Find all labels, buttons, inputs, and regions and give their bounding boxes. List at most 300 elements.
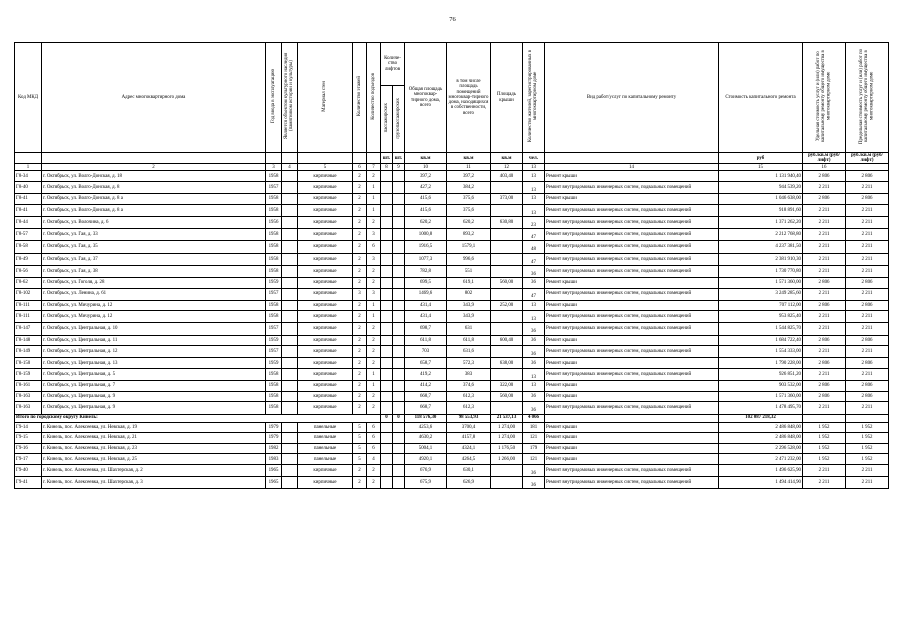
total-row: Итого по городскому округу Кинель: 0 0 118 576,30 98 553,93 21 537,13 4 066 102 087 218,32 — [15, 414, 889, 422]
table-cell: 4 — [367, 454, 381, 465]
table-cell: г. Кинель, пос. Алексеевка, ул. Невская, д. 23 — [42, 443, 266, 454]
table-cell: 1958 — [266, 311, 282, 323]
table-cell: 5 — [353, 422, 367, 433]
table-cell: Ремонт крыши — [545, 358, 719, 369]
table-cell — [491, 265, 523, 277]
table-cell — [393, 402, 405, 414]
table-cell: 5 — [353, 433, 367, 444]
header-lifts-passenger: пассажирских — [381, 86, 393, 153]
table-cell: 47 — [523, 229, 545, 241]
column-index-row: 1 2 3 4 5 6 7 8 9 10 11 12 13 14 15 16 — [15, 164, 889, 171]
table-cell: 36 — [523, 477, 545, 489]
table-cell: панельные — [298, 443, 353, 454]
table-cell: 431,4 — [405, 311, 447, 323]
table-cell: 397,2 — [405, 171, 447, 182]
table-cell — [393, 464, 405, 476]
table-cell: Г8-147 — [15, 323, 42, 335]
table-cell — [381, 265, 393, 277]
table-cell — [393, 288, 405, 300]
header-year: Год ввода в эксплуатацию — [266, 43, 282, 153]
table-cell: 1 544 825,70 — [719, 323, 803, 335]
table-cell: 2 806 — [803, 171, 846, 182]
table-cell: Ремонт крыши — [545, 391, 719, 402]
table-cell — [393, 391, 405, 402]
table-cell: кирпичные — [298, 358, 353, 369]
table-cell: 3700,4 — [447, 422, 491, 433]
table-cell: г. Октябрьск, ул. Гоголя, д. 28 — [42, 277, 266, 288]
table-cell: Г8-163 — [15, 402, 42, 414]
table-cell: 1958 — [266, 171, 282, 182]
table-cell: 2 — [367, 402, 381, 414]
table-cell: 13 — [523, 300, 545, 311]
table-cell — [381, 253, 393, 265]
table-cell: 2 211 — [803, 464, 846, 476]
table-cell: 2 211 — [846, 369, 889, 381]
table-cell: 926 851,20 — [719, 369, 803, 381]
table-cell: Г9-17 — [15, 454, 42, 465]
table-cell: кирпичные — [298, 311, 353, 323]
table-cell: Г8-41 — [15, 204, 42, 216]
table-cell: 2 211 — [803, 477, 846, 489]
table-cell — [282, 204, 298, 216]
table-cell — [393, 443, 405, 454]
table-cell: 36 — [523, 277, 545, 288]
table-cell — [491, 369, 523, 381]
header-entrances: Количество подъездов — [367, 43, 381, 153]
table-cell: Г8-161 — [15, 381, 42, 392]
header-lifts-cargo: грузопассажирских — [393, 86, 405, 153]
table-cell: 2 — [353, 194, 367, 205]
table-row — [15, 241, 889, 253]
table-cell: 414,2 — [405, 381, 447, 392]
table-cell — [393, 229, 405, 241]
table-cell: 2 806 — [846, 194, 889, 205]
table-cell — [282, 323, 298, 335]
table-cell — [282, 311, 298, 323]
table-cell: Ремонт крыши — [545, 171, 719, 182]
table-cell: 1 790 228,00 — [719, 358, 803, 369]
table-cell: Г8-149 — [15, 346, 42, 358]
table-cell: 179 — [523, 443, 545, 454]
table-cell: 2 — [353, 265, 367, 277]
table-row — [15, 323, 889, 335]
table-cell: 2 211 — [803, 182, 846, 194]
table-cell: 1958 — [266, 402, 282, 414]
table-cell — [393, 216, 405, 228]
table-cell: 2 — [353, 477, 367, 489]
table-cell: 375,6 — [447, 194, 491, 205]
table-cell: 2 211 — [803, 265, 846, 277]
table-cell: 1965 — [266, 477, 282, 489]
table-cell: Г8-150 — [15, 358, 42, 369]
table-row — [15, 346, 889, 358]
table-cell: кирпичные — [298, 265, 353, 277]
table-cell: Г8-41 — [15, 194, 42, 205]
table-cell: Ремонт внутридомовых инженерных систем, подвальных помещений — [545, 402, 719, 414]
table-cell — [491, 477, 523, 489]
table-cell: 2 806 — [803, 335, 846, 346]
table-cell: 397,2 — [447, 171, 491, 182]
table-cell: кирпичные — [298, 288, 353, 300]
table-cell — [381, 335, 393, 346]
table-cell: Г8-57 — [15, 229, 42, 241]
table-cell: 1000,8 — [405, 229, 447, 241]
table-cell: 374,6 — [447, 381, 491, 392]
table-cell: 1 046 638,00 — [719, 194, 803, 205]
table-cell — [393, 358, 405, 369]
table-cell: кирпичные — [298, 477, 353, 489]
table-cell: 620,2 — [447, 216, 491, 228]
table-cell: Ремонт крыши — [545, 443, 719, 454]
table-cell — [282, 464, 298, 476]
table-cell: 2 — [353, 358, 367, 369]
table-cell: кирпичные — [298, 369, 353, 381]
table-cell: 2 806 — [846, 358, 889, 369]
table-cell: 4253,6 — [405, 422, 447, 433]
table-cell: 415,6 — [405, 194, 447, 205]
table-cell: 4 237 381,50 — [719, 241, 803, 253]
table-cell: 630,80 — [491, 216, 523, 228]
table-cell: кирпичные — [298, 277, 353, 288]
table-cell: Г8-34 — [15, 171, 42, 182]
table-cell: 2 — [367, 477, 381, 489]
table-row — [15, 433, 889, 444]
table-cell: кирпичные — [298, 402, 353, 414]
table-cell — [282, 422, 298, 433]
table-cell: 2 — [353, 381, 367, 392]
table-cell: 572,3 — [447, 358, 491, 369]
table-cell: 2 381 910,30 — [719, 253, 803, 265]
table-cell: 1077,3 — [405, 253, 447, 265]
table-cell — [381, 229, 393, 241]
table-cell: 2 211 — [846, 182, 889, 194]
table-cell — [393, 194, 405, 205]
table-cell: 2 211 — [803, 369, 846, 381]
table-cell: 13 — [523, 311, 545, 323]
table-cell: 1 131 940,40 — [719, 171, 803, 182]
table-cell: 2 211 — [803, 241, 846, 253]
table-cell: 36 — [523, 346, 545, 358]
table-cell: г. Октябрьск, ул. Центральная, д. 7 — [42, 381, 266, 392]
table-cell — [393, 277, 405, 288]
table-cell: 3 — [353, 288, 367, 300]
table-cell: 2 211 — [803, 229, 846, 241]
table-cell: 2 — [353, 300, 367, 311]
table-cell — [491, 229, 523, 241]
table-cell: 2 — [353, 323, 367, 335]
table-cell: 658,7 — [405, 358, 447, 369]
table-row — [15, 194, 889, 205]
table-cell: 638,00 — [491, 358, 523, 369]
header-roof-area: Площадь крыши — [491, 43, 523, 153]
table-cell: 2 806 — [846, 171, 889, 182]
header-limit-cost: Предельная стоимость услуг и (или) работ по капитальному ремонту общего имущества в многоквартирном доме — [846, 43, 889, 153]
table-row — [15, 358, 889, 369]
table-cell: кирпичные — [298, 216, 353, 228]
table-cell: 343,9 — [447, 311, 491, 323]
table-cell: 1 — [367, 369, 381, 381]
table-cell: г. Октябрьск, ул. Волочина, д. 6 — [42, 216, 266, 228]
table-cell — [491, 346, 523, 358]
table-cell: 2 — [353, 346, 367, 358]
table-cell: 2 211 — [846, 241, 889, 253]
table-cell: 3 — [367, 253, 381, 265]
table-cell — [381, 443, 393, 454]
table-cell: 2 — [353, 171, 367, 182]
table-cell: 13 — [523, 182, 545, 194]
table-cell — [491, 204, 523, 216]
table-cell: 383 — [447, 369, 491, 381]
table-cell: Ремонт внутридомовых инженерных систем, подвальных помещений — [545, 288, 719, 300]
table-cell: Ремонт крыши — [545, 433, 719, 444]
table-cell: Ремонт внутридомовых инженерных систем, подвальных помещений — [545, 182, 719, 194]
table-cell: 6 — [367, 443, 381, 454]
table-cell: 1958 — [266, 194, 282, 205]
table-row — [15, 422, 889, 433]
table-cell: 631,6 — [447, 346, 491, 358]
table-cell: Г8-159 — [15, 369, 42, 381]
table-cell — [381, 216, 393, 228]
table-cell: 2 — [353, 402, 367, 414]
table-cell: 903 532,00 — [719, 381, 803, 392]
header-code: Код МКД — [15, 43, 42, 153]
table-cell — [282, 391, 298, 402]
table-cell: 2 — [353, 391, 367, 402]
table-cell: кирпичные — [298, 300, 353, 311]
table-cell: г. Октябрьск, ул. Центральная, д. 13 — [42, 358, 266, 369]
table-cell: кирпичные — [298, 464, 353, 476]
table-cell — [393, 369, 405, 381]
table-cell: 1 952 — [846, 422, 889, 433]
table-cell: 23 — [523, 216, 545, 228]
table-cell — [393, 311, 405, 323]
table-cell: 944 539,20 — [719, 182, 803, 194]
header-unit-cost: Удельная стоимость услуг и (или) работ по капитальному ремонту общего имущества в многоквартирном доме — [803, 43, 846, 153]
table-cell: 676,9 — [405, 464, 447, 476]
table-row — [15, 277, 889, 288]
table-cell — [393, 422, 405, 433]
table-cell: 1579,1 — [447, 241, 491, 253]
table-cell: г. Октябрьск, ул. Центральная, д. 10 — [42, 323, 266, 335]
table-cell: Г8-148 — [15, 335, 42, 346]
table-cell: 918 891,60 — [719, 204, 803, 216]
table-cell — [381, 464, 393, 476]
table-cell: 403,40 — [491, 171, 523, 182]
table-row — [15, 171, 889, 182]
table-cell: Г8-40 — [15, 182, 42, 194]
table-cell — [381, 369, 393, 381]
table-cell: г. Кинель, пос. Алексеевка, ул. Шахтерская, д. 2 — [42, 464, 266, 476]
table-cell: 13 — [523, 381, 545, 392]
table-row — [15, 454, 889, 465]
table-cell: 2 211 — [803, 402, 846, 414]
table-cell: 47 — [523, 253, 545, 265]
table-cell: г. Октябрьск, ул. Центральная, д. 11 — [42, 335, 266, 346]
table-cell: 4264,5 — [447, 454, 491, 465]
table-cell: 427,2 — [405, 182, 447, 194]
table-cell: 5 — [353, 454, 367, 465]
table-cell: 1 952 — [803, 422, 846, 433]
table-cell: 2 486 848,00 — [719, 433, 803, 444]
table-row — [15, 288, 889, 300]
header-cost: Стоимость капитального ремонта — [719, 43, 803, 153]
table-row — [15, 335, 889, 346]
table-cell: 373,00 — [491, 194, 523, 205]
table-cell: Ремонт внутридомовых инженерных систем, подвальных помещений — [545, 216, 719, 228]
table-cell — [491, 241, 523, 253]
table-cell: 6 — [367, 433, 381, 444]
table-cell: г. Октябрьск, ул. Центральная, д. 9 — [42, 402, 266, 414]
table-cell: 2 — [353, 335, 367, 346]
table-cell: Ремонт внутридомовых инженерных систем, подвальных помещений — [545, 464, 719, 476]
table-row — [15, 477, 889, 489]
table-cell: 1957 — [266, 323, 282, 335]
table-cell: 1982 — [266, 443, 282, 454]
table-cell: 560,00 — [491, 277, 523, 288]
table-cell — [381, 433, 393, 444]
table-cell: 703 — [405, 346, 447, 358]
table-cell: 2 — [353, 253, 367, 265]
table-cell: 2 211 — [846, 311, 889, 323]
table-cell: 2 211 — [846, 265, 889, 277]
table-cell: г. Октябрьск, ул. Центральная, д. 9 — [42, 391, 266, 402]
table-cell: г. Кинель, пос. Алексеевка, ул. Невская, д. 21 — [42, 433, 266, 444]
table-cell: 1 266,00 — [491, 454, 523, 465]
table-cell: Г9-40 — [15, 464, 42, 476]
table-cell — [393, 300, 405, 311]
table-cell — [393, 454, 405, 465]
table-row — [15, 300, 889, 311]
table-cell — [381, 358, 393, 369]
table-cell: 707 112,00 — [719, 300, 803, 311]
table-row — [15, 443, 889, 454]
table-cell — [282, 241, 298, 253]
table-cell: 2 — [353, 204, 367, 216]
table-cell: 1959 — [266, 358, 282, 369]
table-cell — [381, 402, 393, 414]
table-cell: кирпичные — [298, 323, 353, 335]
table-cell — [491, 311, 523, 323]
table-cell: 1469,6 — [405, 288, 447, 300]
table-cell: 2 211 — [846, 253, 889, 265]
table-cell: 2 296 528,00 — [719, 443, 803, 454]
table-cell — [491, 464, 523, 476]
table-cell: 4920,1 — [405, 454, 447, 465]
table-cell: 1 494 414,90 — [719, 477, 803, 489]
table-cell: 343,9 — [447, 300, 491, 311]
table-cell: 611,8 — [405, 335, 447, 346]
table-cell: 802 — [447, 288, 491, 300]
table-cell — [393, 335, 405, 346]
table-cell: кирпичные — [298, 204, 353, 216]
table-cell: 1956 — [266, 216, 282, 228]
table-cell: 431,4 — [405, 300, 447, 311]
table-cell: 1958 — [266, 300, 282, 311]
table-cell: Ремонт внутридомовых инженерных систем, подвальных помещений — [545, 477, 719, 489]
table-cell: 1959 — [266, 335, 282, 346]
table-cell: 2 806 — [803, 194, 846, 205]
table-cell: Ремонт внутридомовых инженерных систем, подвальных помещений — [545, 323, 719, 335]
table-row — [15, 464, 889, 476]
table-cell — [491, 253, 523, 265]
table-cell — [381, 346, 393, 358]
table-cell: Ремонт внутридомовых инженерных систем, подвальных помещений — [545, 253, 719, 265]
table-cell: 1957 — [266, 288, 282, 300]
header-owned-area: в том числе площадь помещений многоквар-тирного дома, находящихся в собственности, всего — [447, 43, 491, 153]
table-cell: г. Октябрьск, ул. Ленина, д. 61 — [42, 288, 266, 300]
table-cell: 2 471 232,00 — [719, 454, 803, 465]
table-cell — [381, 381, 393, 392]
table-cell: 2 211 — [803, 346, 846, 358]
table-cell — [393, 346, 405, 358]
header-heritage: Является объектом культурного наследия (памятником истории и культуры) — [282, 43, 298, 153]
table-cell: 1958 — [266, 229, 282, 241]
table-cell: 2 211 — [846, 477, 889, 489]
table-cell — [282, 358, 298, 369]
table-cell: 600,40 — [491, 335, 523, 346]
table-cell: 893,2 — [447, 229, 491, 241]
table-cell — [381, 204, 393, 216]
table-cell — [381, 477, 393, 489]
header-lifts: Количе-ство лифтов — [381, 43, 405, 86]
table-cell: 2 211 — [846, 402, 889, 414]
table-cell: кирпичные — [298, 253, 353, 265]
table-cell: 1957 — [266, 182, 282, 194]
table-cell: Ремонт внутридомовых инженерных систем, подвальных помещений — [545, 369, 719, 381]
table-cell: 2 — [353, 229, 367, 241]
header-residents: Количество жителей, зарегистрированных в многоквартирном доме — [523, 43, 545, 153]
table-cell: панельные — [298, 433, 353, 444]
table-cell: 1958 — [266, 381, 282, 392]
table-cell: 1 730 770,80 — [719, 265, 803, 277]
table-cell — [282, 433, 298, 444]
table-cell: 1 571 360,00 — [719, 277, 803, 288]
table-cell: 3 — [367, 229, 381, 241]
table-cell: 2 — [367, 171, 381, 182]
table-cell: кирпичные — [298, 381, 353, 392]
table-cell — [393, 265, 405, 277]
table-cell — [491, 288, 523, 300]
table-cell: 1958 — [266, 204, 282, 216]
table-row — [15, 253, 889, 265]
table-cell: г. Октябрьск, ул. Волго-Донская, д. 8 а — [42, 204, 266, 216]
table-cell: 2 211 — [803, 311, 846, 323]
table-cell: 2 — [367, 277, 381, 288]
table-cell: 1 — [367, 381, 381, 392]
table-cell: 2 211 — [803, 323, 846, 335]
table-cell: кирпичные — [298, 346, 353, 358]
table-cell: 1 176,50 — [491, 443, 523, 454]
table-cell — [393, 171, 405, 182]
table-cell: 2 — [353, 369, 367, 381]
table-row — [15, 381, 889, 392]
table-cell: 252,00 — [491, 300, 523, 311]
table-row — [15, 204, 889, 216]
table-cell: Ремонт крыши — [545, 194, 719, 205]
table-cell — [282, 477, 298, 489]
table-cell: 782,8 — [405, 265, 447, 277]
table-cell: 5004,1 — [405, 443, 447, 454]
table-cell: Г9-41 — [15, 477, 42, 489]
table-cell: 13 — [523, 204, 545, 216]
table-cell: 1 952 — [846, 454, 889, 465]
table-cell: 2 — [353, 311, 367, 323]
table-cell: 611,8 — [447, 335, 491, 346]
table-cell — [282, 171, 298, 182]
table-cell: 1 952 — [846, 443, 889, 454]
table-cell: 13 — [523, 171, 545, 182]
table-cell: 36 — [523, 391, 545, 402]
